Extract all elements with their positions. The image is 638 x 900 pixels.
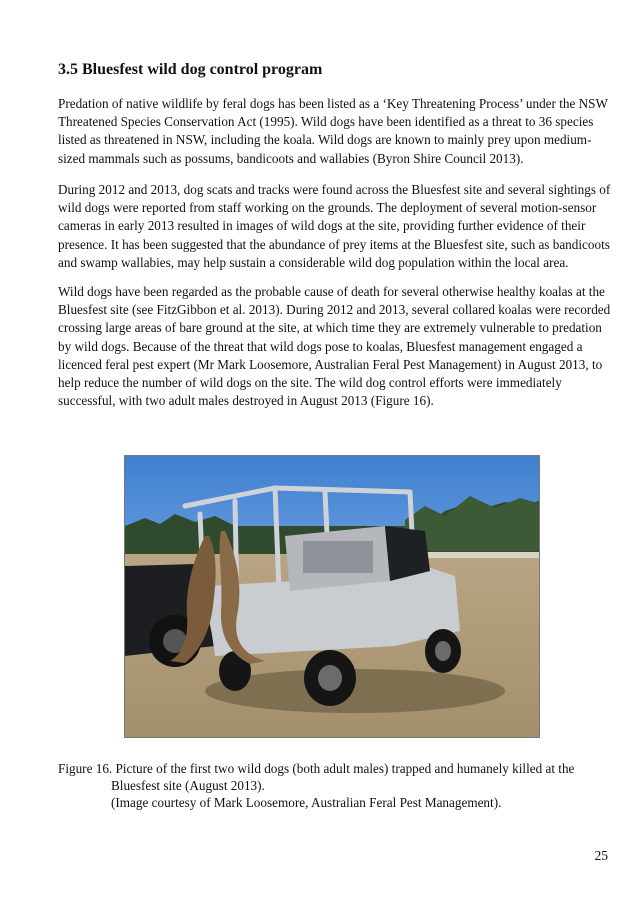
figure-caption-credit: (Image courtesy of Mark Loosemore, Australian Feral Pest Management).	[111, 795, 502, 810]
page-number: 25	[594, 848, 608, 863]
paragraph-predation: Predation of native wildlife by feral dogs has been listed as a ‘Key Threatening Process’ under the NSW Threatened Species Conservation Act (1995). Wild dogs have been identified as a threat to 36 species listed as threatened in NSW, including the koala. Wild dogs are known to mainly prey upon medium-sized mammals such as possums, bandicoots and wallabies (Byron Shire Council 2013).	[58, 96, 608, 166]
paragraph-control-efforts: Wild dogs have been regarded as the probable cause of death for several otherwise healthy koalas at the Bluesfest site (see FitzGibbon et al. 2013). During 2012 and 2013, several collared koalas were recorded crossing large areas of bare ground at the site, at which time they are extremely vulnerable to predation by wild dogs. Because of the threat that wild dogs pose to koalas, Bluesfest management engaged a licenced feral pest expert (Mr Mark Loosemore, Australian Feral Pest Management) in August 2013, to help reduce the number of wild dogs on the site. The wild dog control efforts were immediately successful, with two adult males destroyed in August 2013 (Figure 16).	[58, 284, 611, 409]
figure-caption-line-1: Figure 16. Picture of the first two wild dogs (both adult males) trapped and humanely killed at the	[58, 761, 575, 776]
figure-caption-line-2: Bluesfest site (August 2013).	[111, 778, 265, 793]
figure-16-photo	[124, 455, 540, 738]
paragraph-sightings: During 2012 and 2013, dog scats and tracks were found across the Bluesfest site and several sightings of wild dogs were reported from staff working on the grounds. The deployment of several motion-sensor cameras in early 2013 resulted in images of wild dogs at the site, providing further evidence of their presence. It has been suggested that the abundance of prey items at the Bluesfest site, such as bandicoots and swamp wallabies, may help sustain a considerable wild dog population within the local area.	[58, 182, 611, 270]
section-heading: 3.5 Bluesfest wild dog control program	[58, 61, 323, 78]
